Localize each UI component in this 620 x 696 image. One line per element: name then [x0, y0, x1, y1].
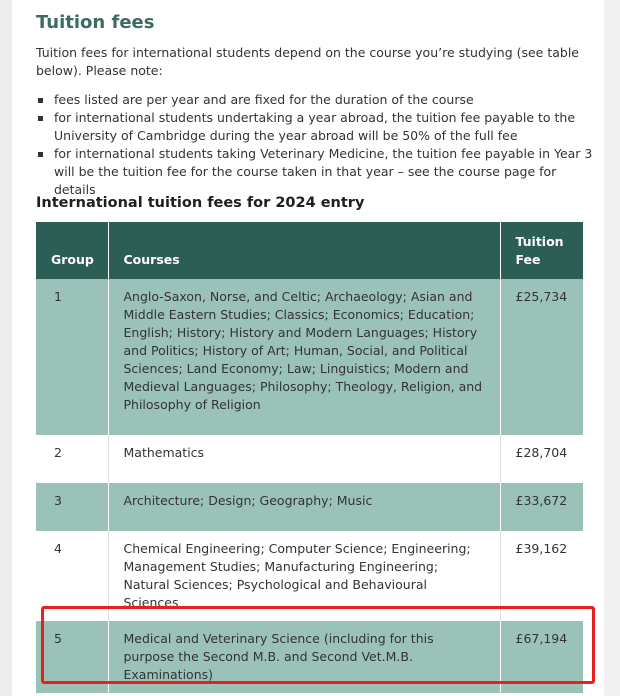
courses-cell: Medical and Veterinary Science (including for this purpose the Second M.B. and Second Vet.M.B. Examinations)	[108, 621, 500, 693]
note-item: for international students undertaking a year abroad, the tuition fee payable to the University of Cambridge during the year abroad will be 50% of the full fee	[36, 109, 596, 145]
note-item: for international students taking Veterinary Medicine, the tuition fee payable in Year 3 will be the tuition fee for the course taken in that year – see the course page for details	[36, 145, 596, 199]
left-margin-rail	[0, 0, 12, 696]
table-row	[36, 435, 583, 483]
fee-cell: £28,704	[500, 435, 583, 483]
courses-cell: Architecture; Design; Geography; Music	[108, 483, 500, 531]
table-row	[36, 279, 583, 435]
content-panel	[12, 0, 604, 696]
table-row	[36, 621, 583, 693]
scrollbar-gutter[interactable]	[604, 0, 620, 696]
header-tuition-fee: Tuition Fee	[500, 222, 583, 279]
courses-cell: Chemical Engineering; Computer Science; Engineering; Management Studies; Manufacturing Engineering; Natural Sciences; Psychological and Behavioural Sciences	[108, 531, 500, 621]
fee-cell: £39,162	[500, 531, 583, 621]
fee-cell: £33,672	[500, 483, 583, 531]
fee-cell: £25,734	[500, 279, 583, 435]
table-row	[36, 531, 583, 621]
table-row	[36, 483, 583, 531]
fee-cell: £67,194	[500, 621, 583, 693]
group-cell: 2	[36, 435, 108, 483]
note-item: fees listed are per year and are fixed for the duration of the course	[36, 91, 596, 109]
table-title: International tuition fees for 2024 entry	[36, 195, 365, 211]
courses-cell: Mathematics	[108, 435, 500, 483]
group-cell: 4	[36, 531, 108, 621]
courses-cell: Anglo-Saxon, Norse, and Celtic; Archaeology; Asian and Middle Eastern Studies; Classics; Economics; Education; English; History; History and Modern Languages; History and Politics; History of Art; Human, Social, and Political Sciences; Land Economy; Law; Linguistics; Modern and Medieval Languages; Philosophy; Theology, Religion, and Philosophy of Religion	[108, 279, 500, 435]
group-cell: 5	[36, 621, 108, 693]
tuition-fees-table	[36, 222, 584, 693]
intro-paragraph: Tuition fees for international students depend on the course you’re studying (see table below). Please note:	[36, 45, 579, 78]
header-courses: Courses	[108, 222, 500, 279]
section-heading: Tuition fees	[36, 12, 155, 33]
table-header-row	[36, 222, 583, 279]
header-group: Group	[36, 222, 108, 279]
notes-list	[36, 91, 596, 199]
group-cell: 1	[36, 279, 108, 435]
group-cell: 3	[36, 483, 108, 531]
